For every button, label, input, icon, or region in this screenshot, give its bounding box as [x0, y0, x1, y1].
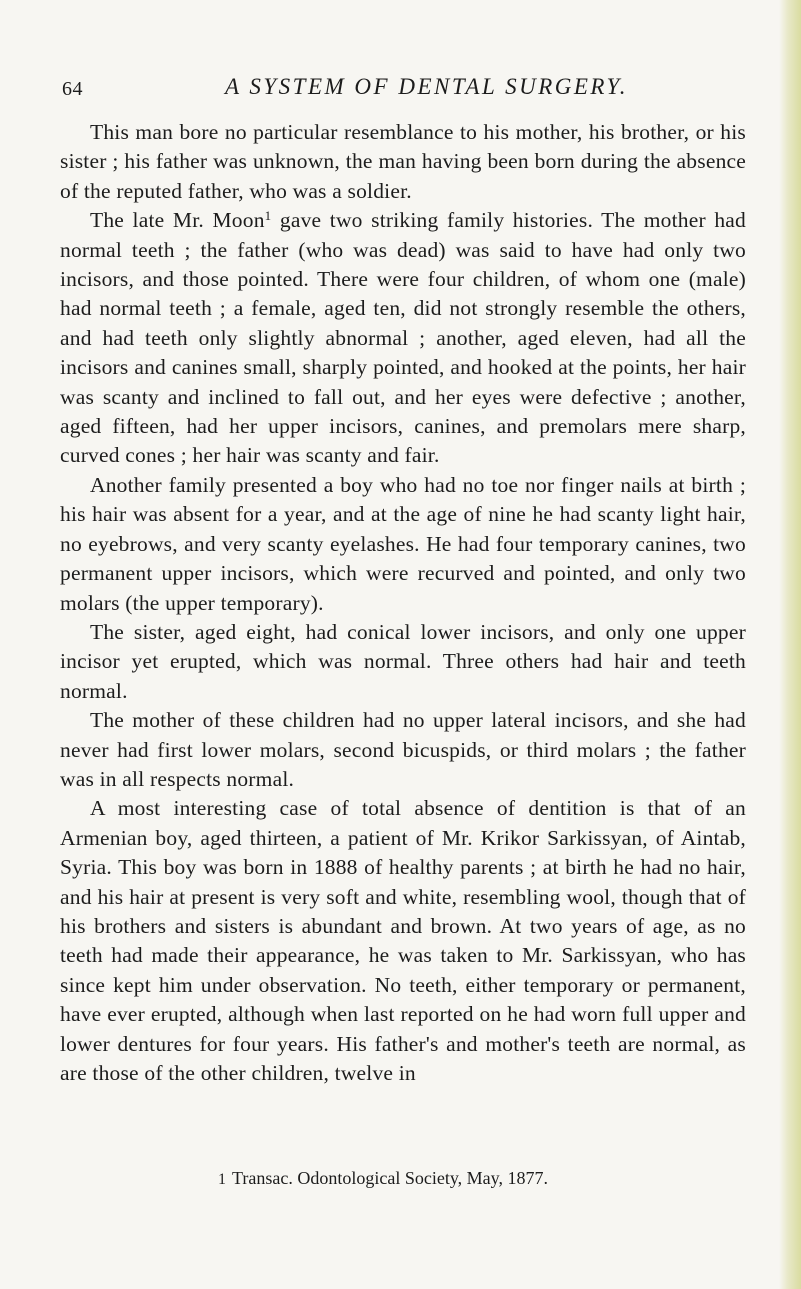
- paragraph-2-text-end: gave two striking family histories. The mother had normal teeth ; the father (who was dead) was said to have had only two incisors, and those pointed. There were four children, of whom one (male) had normal teeth ; a female, aged ten, did not strongly resemble the others, and had teeth only slightly abnormal ; another, aged eleven, had all the incisors and canines small, sharply pointed, and hooked at the points, her hair was scanty and inclined to fall out, and her eyes were defective ; another, aged fifteen, had her upper incisors, canines, and premolars mere sharp, curved cones ; her hair was scanty and fair.: [60, 208, 746, 468]
- paragraph-3-text: Another family presented a boy who had no toe nor finger nails at birth ; his hair was absent for a year, and at the age of nine he had scanty light hair, no eyebrows, and very scanty eyelashes. He had four temporary canines, two permanent upper incisors, which were recurved and pointed, and only two molars (the upper temporary).: [60, 472, 746, 615]
- paragraph-3: [60, 471, 746, 618]
- paragraph-6-text: A most interesting case of total absence of dentition is that of an Armenian boy, aged thirteen, a patient of Mr. Krikor Sarkissyan, of Aintab, Syria. This boy was born in 1888 of healthy parents ; at birth he had no hair, and his hair at present is very soft and white, resembling wool, though that of his brothers and sisters is abundant and brown. At two years of age, as no teeth had made their appearance, he was taken to Mr. Sarkissyan, who has since kept him under observation. No teeth, either temporary or permanent, have ever erupted, although when last reported on he had worn full upper and lower dentures for four years. His father's and mother's teeth are normal, as are those of the other children, twelve in: [60, 796, 746, 1085]
- body-text: [60, 118, 746, 1088]
- paragraph-2-text-start: The late Mr. Moon: [90, 208, 265, 233]
- paragraph-4-text: The sister, aged eight, had conical lower incisors, and only one upper incisor yet erupted, which was normal. Three others had hair and teeth normal.: [60, 619, 746, 703]
- running-title: A SYSTEM OF DENTAL SURGERY.: [225, 74, 628, 99]
- page-header: [60, 74, 760, 104]
- paragraph-5-text: The mother of these children had no upper lateral incisors, and she had never had first lower molars, second bicuspids, or third molars ; the father was in all respects normal.: [60, 708, 746, 791]
- page-edge-shadow: [779, 0, 801, 1289]
- footnote-reference: 1: [264, 208, 272, 224]
- page-number: 64: [62, 78, 83, 100]
- paragraph-1: [60, 118, 746, 206]
- paragraph-4: [60, 618, 746, 706]
- footnote-mark: 1: [218, 1171, 227, 1188]
- footnote: [60, 1167, 746, 1191]
- paragraph-6: [60, 794, 746, 1088]
- footnote-text: Transac. Odontological Society, May, 1877.: [232, 1168, 548, 1188]
- paragraph-5: [60, 706, 746, 794]
- paragraph-2: [60, 206, 746, 471]
- paragraph-1-text: This man bore no particular resemblance to his mother, his brother, or his sister ; his father was unknown, the man having been born during the absence of the reputed father, who was a soldier.: [60, 120, 746, 203]
